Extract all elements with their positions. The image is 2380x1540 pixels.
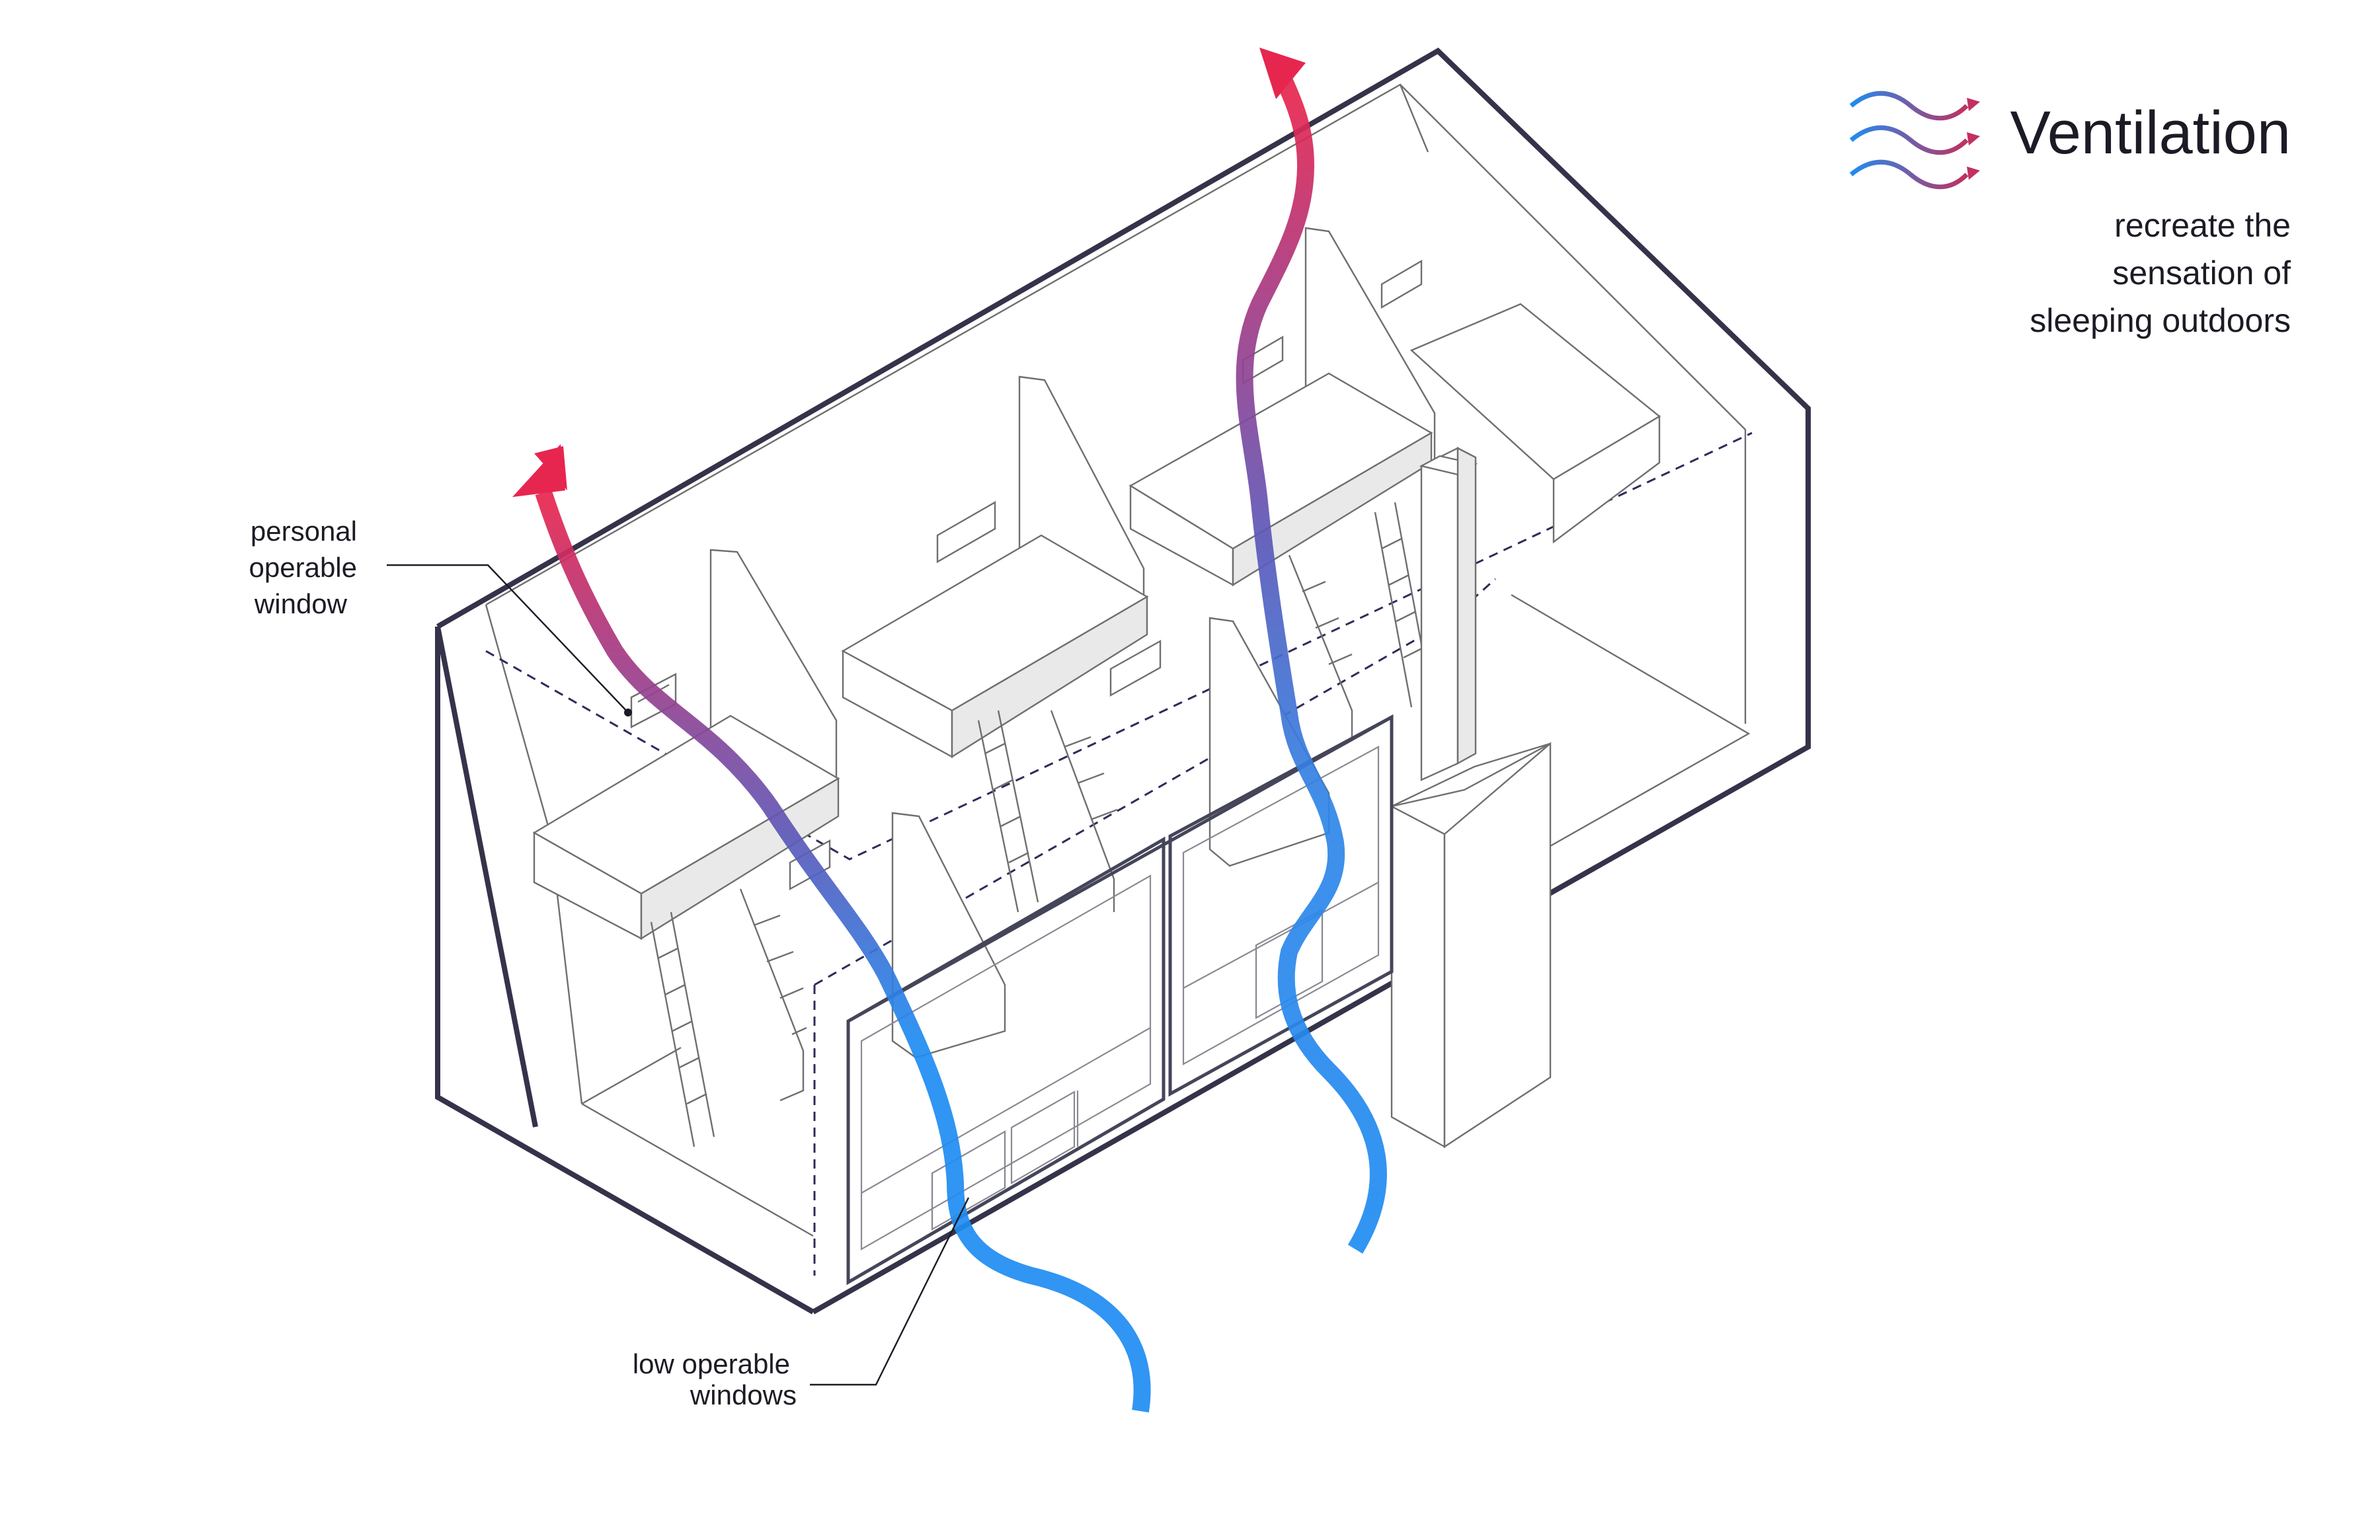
pillar-side bbox=[1445, 744, 1550, 1147]
ladder-3-shelves bbox=[1289, 555, 1352, 737]
ladder-1-shelves bbox=[740, 889, 807, 1100]
annotation-personal-line-1: personal bbox=[250, 516, 357, 547]
annotation-low-line-2: windows bbox=[690, 1379, 797, 1410]
legend-subtitle-line-2: sensation of bbox=[2112, 254, 2291, 291]
legend-subtitle-line-1: recreate the bbox=[2114, 207, 2291, 244]
bunk-2 bbox=[843, 377, 1147, 757]
legend bbox=[1851, 93, 2291, 339]
bunk-4-window bbox=[1382, 261, 1421, 307]
airflow-waves-icon bbox=[1851, 93, 1980, 187]
back-wall-corner bbox=[1400, 85, 1428, 152]
annotation-personal-line-2: operable bbox=[249, 552, 357, 583]
ladder-2 bbox=[978, 711, 1038, 912]
column-and-pillar bbox=[1392, 448, 1550, 1147]
shell-gable-edge bbox=[438, 627, 536, 1127]
column-front bbox=[1421, 448, 1458, 780]
interior-room bbox=[486, 85, 1749, 1236]
left-floor-edge bbox=[582, 1104, 813, 1236]
column-side bbox=[1458, 448, 1476, 763]
left-panel-transom bbox=[861, 1028, 1150, 1193]
personal-window-leader-dot bbox=[624, 709, 632, 716]
left-floor-corner bbox=[582, 1048, 681, 1104]
ceiling-left-edge bbox=[486, 605, 550, 833]
pillar-front bbox=[1392, 806, 1445, 1147]
annotation-personal-line-3: window bbox=[254, 588, 347, 619]
ladder-2-shelves bbox=[1051, 711, 1117, 912]
ladder-1 bbox=[651, 912, 714, 1147]
legend-subtitle-line-3: sleeping outdoors bbox=[2030, 302, 2291, 339]
annotation-low-line-1: low operable bbox=[632, 1348, 790, 1379]
legend-title: Ventilation bbox=[2010, 99, 2291, 167]
bunk-2-window bbox=[937, 502, 995, 562]
